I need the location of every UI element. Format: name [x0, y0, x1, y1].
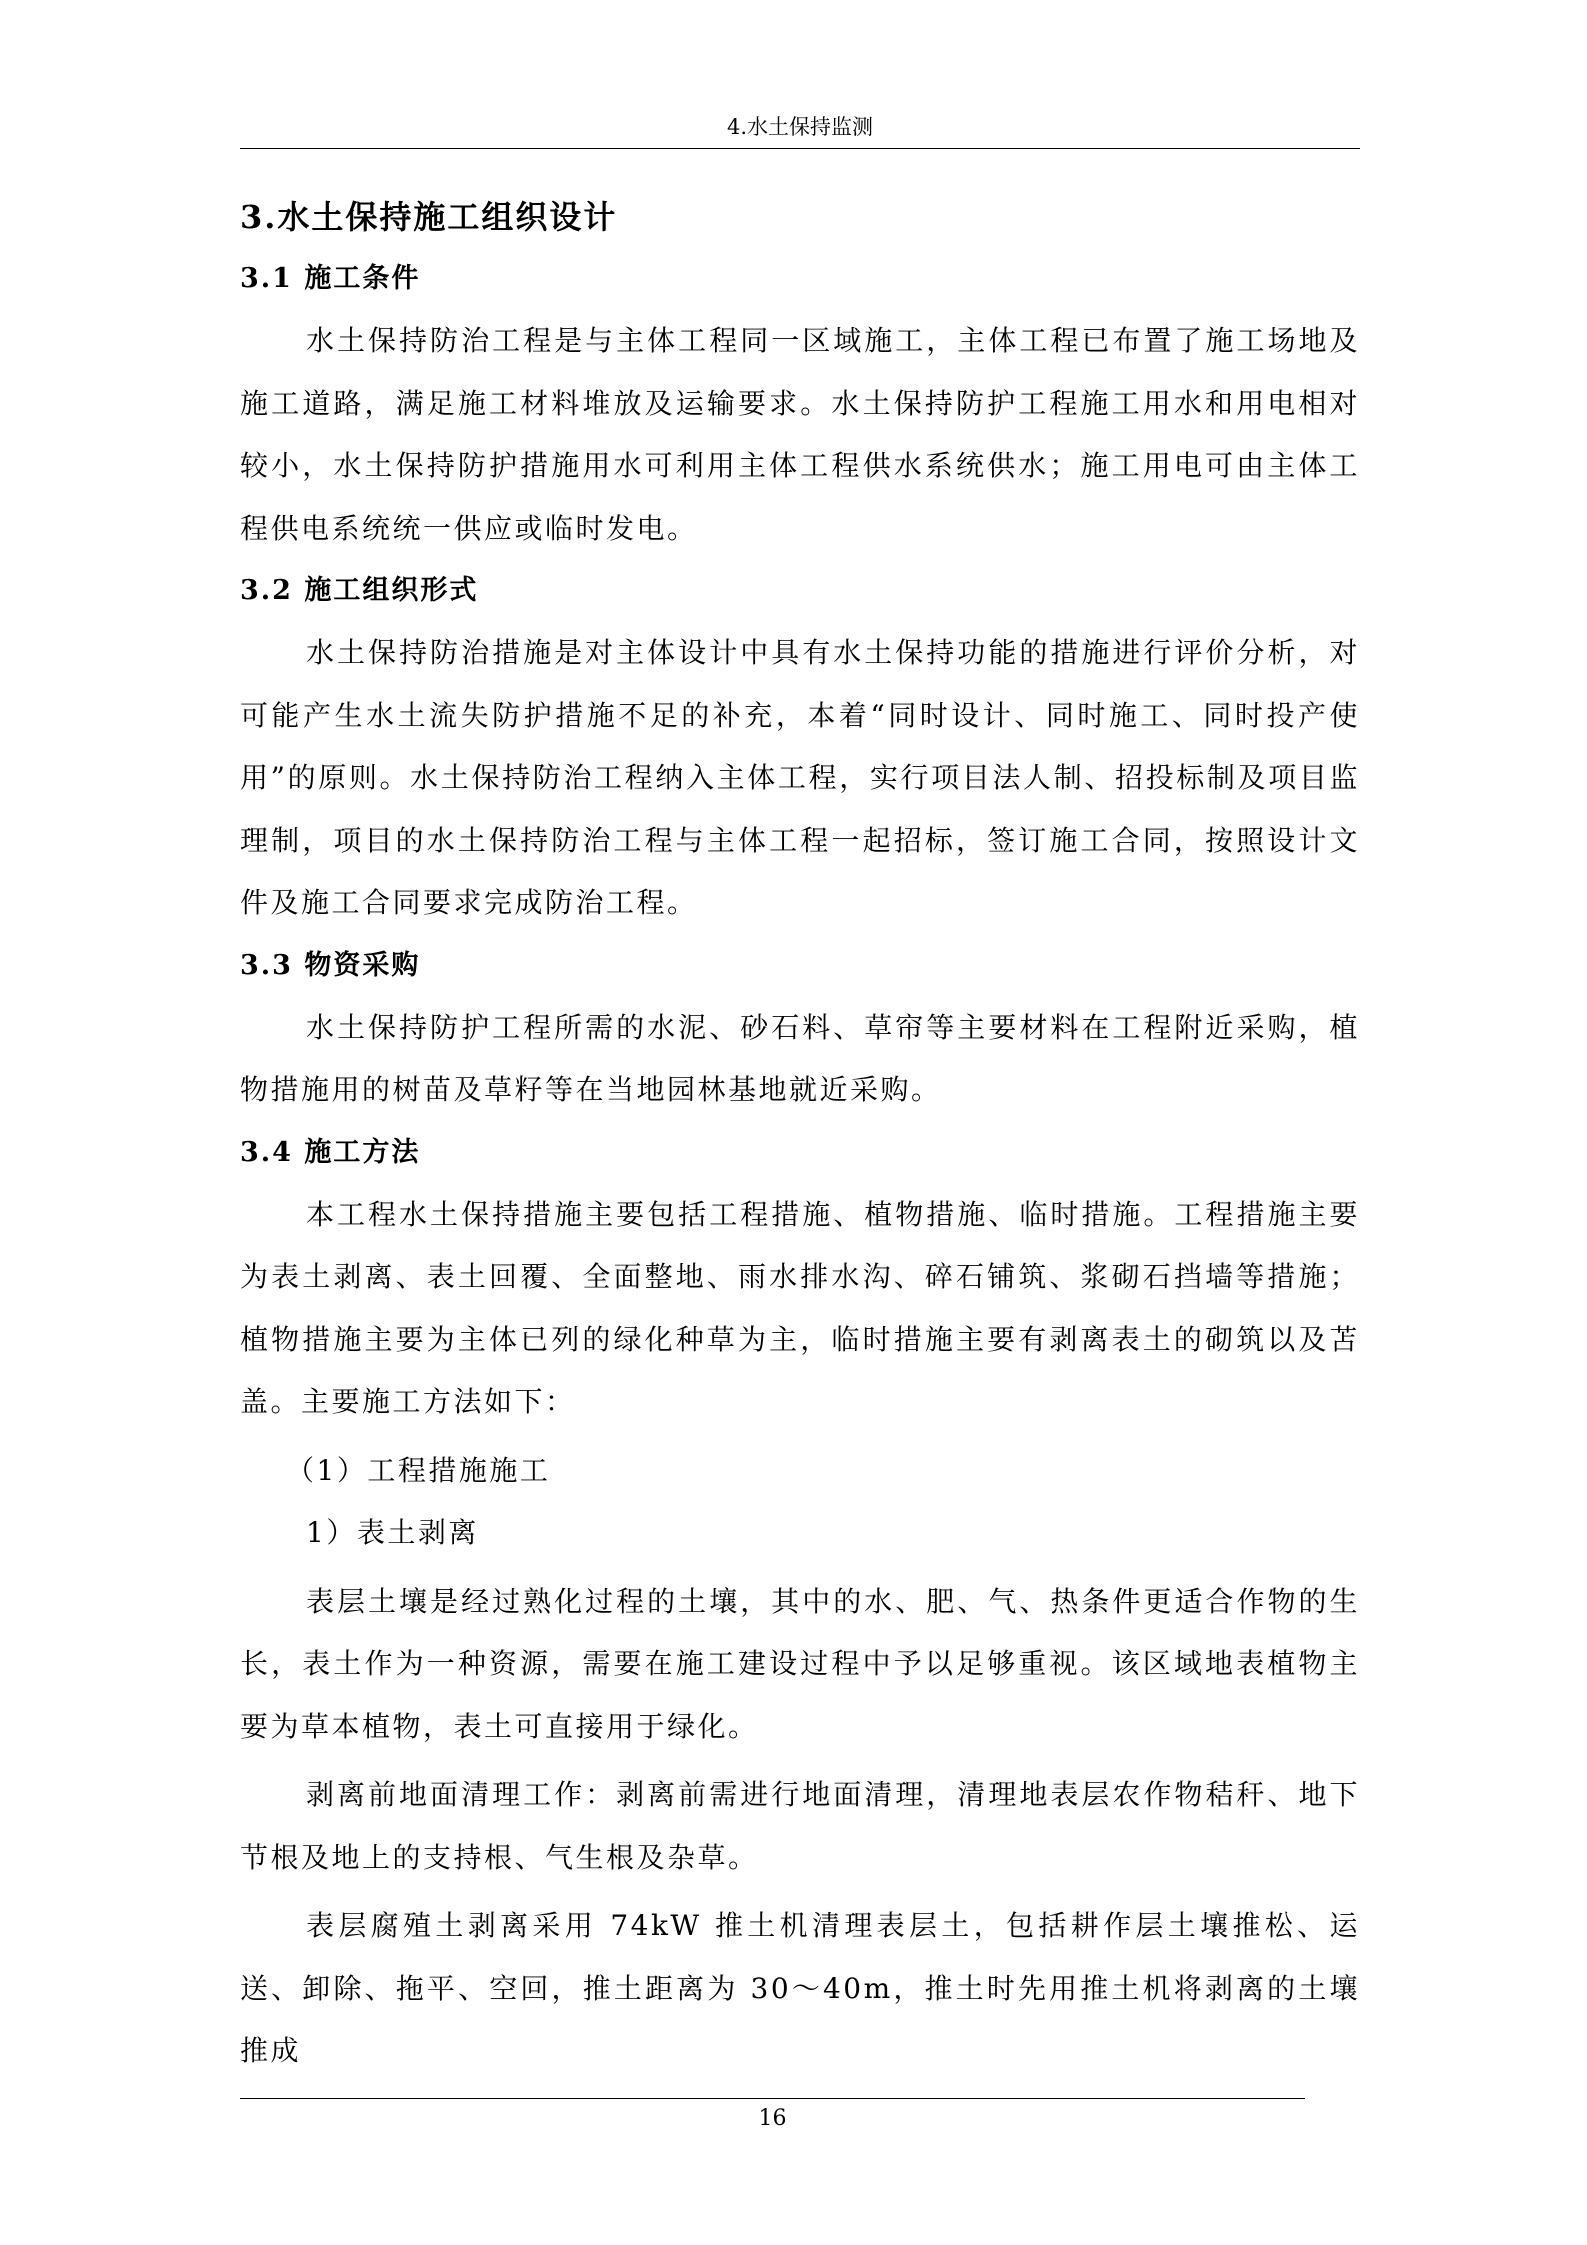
- list-item-level-1: （1）工程措施施工: [286, 1453, 551, 1487]
- header-divider: [240, 148, 1360, 149]
- paragraph: 水土保持防治措施是对主体设计中具有水土保持功能的措施进行评价分析，对可能产生水土流失防护措施不足的补充，本着“同时设计、同时施工、同时投产使用”的原则。水土保持防治工程纳入主体工程，实行项目法人制、招投标制及项目监理制，项目的水土保持防治工程与主体工程一起招标，签订施工合同，按照设计文件及施工合同要求完成防治工程。: [240, 636, 1360, 919]
- paragraph: 本工程水土保持措施主要包括工程措施、植物措施、临时措施。工程措施主要为表土剥离、表土回覆、全面整地、雨水排水沟、碎石铺筑、浆砌石挡墙等措施；植物措施主要为主体已列的绿化种草为主，临时措施主要有剥离表土的砌筑以及苫盖。主要施工方法如下：: [240, 1197, 1360, 1418]
- footer-divider: [240, 2098, 1305, 2099]
- section-heading-3-4: 3.4 施工方法: [240, 1136, 421, 1168]
- list-item-level-2: 1）表土剥离: [306, 1516, 479, 1549]
- chapter-title: 3.水土保持施工组织设计: [240, 198, 618, 236]
- paragraph: 水土保持防治工程是与主体工程同一区域施工，主体工程已布置了施工场地及施工道路，满足施工材料堆放及运输要求。水土保持防护工程施工用水和用电相对较小，水土保持防护措施用水可利用主体工程供水系统供水；施工用电可由主体工程供电系统统一供应或临时发电。: [240, 324, 1360, 545]
- paragraph: 水土保持防护工程所需的水泥、砂石料、草帘等主要材料在工程附近采购，植物措施用的树苗及草籽等在当地园林基地就近采购。: [240, 1010, 1360, 1106]
- paragraph: 剥离前地面清理工作：剥离前需进行地面清理，清理地表层农作物秸秆、地下节根及地上的支持根、气生根及杂草。: [240, 1778, 1360, 1874]
- page-body: [240, 190, 1360, 2089]
- running-header: 4.水土保持监测: [726, 115, 874, 139]
- page-number: 16: [758, 2106, 787, 2131]
- paragraph: 表层土壤是经过熟化过程的土壤，其中的水、肥、气、热条件更适合作物的生长，表土作为一种资源，需要在施工建设过程中予以足够重视。该区域地表植物主要为草本植物，表土可直接用于绿化。: [240, 1584, 1360, 1743]
- section-heading-3-3: 3.3 物资采购: [240, 949, 421, 981]
- section-heading-3-2: 3.2 施工组织形式: [240, 575, 479, 606]
- section-heading-3-1: 3.1 施工条件: [240, 263, 421, 294]
- paragraph: 表层腐殖土剥离采用 74kW 推土机清理表层土，包括耕作层土壤推松、运送、卸除、拖平、空回，推土距离为 30～40m，推土时先用推土机将剥离的土壤推成: [240, 1909, 1360, 2067]
